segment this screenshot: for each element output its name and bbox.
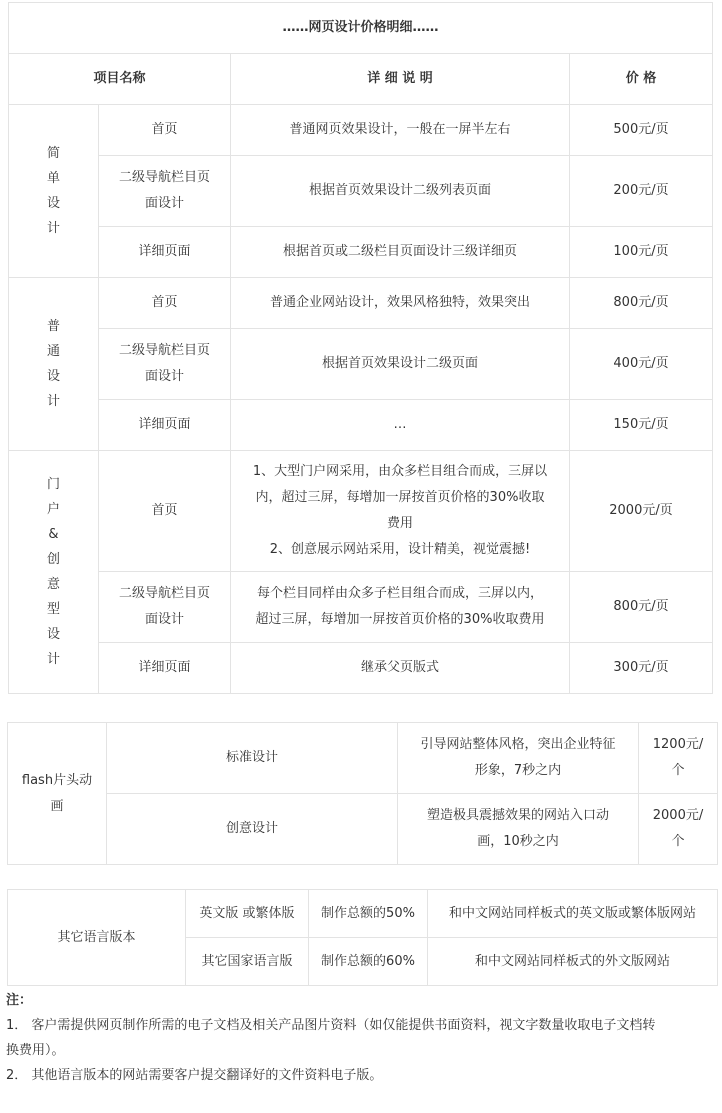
table-row [9,643,713,694]
note-item: 2． 其他语言版本的网站需要客户提交翻译好的文件资料电子版。 [6,1068,383,1083]
flash-detail: 引导网站整体风格，突出企业特征 形象，7秒之内 [398,723,639,794]
item-name: 详细页面 [99,227,231,278]
table-row [9,400,713,451]
item-detail: 根据首页效果设计二级页面 [231,329,570,400]
header-price: 价 格 [570,54,713,105]
item-detail: 每个栏目同样由众多子栏目组合而成，三屏以内， 超过三屏，每增加一屏按首页价格的30%收取费用 [231,572,570,643]
web-design-price-table [8,2,713,694]
flash-intro-price-table [7,722,718,865]
flash-type: 创意设计 [107,794,398,865]
item-detail: 普通网页效果设计，一般在一屏半左右 [231,105,570,156]
header-detail: 详 细 说 明 [231,54,570,105]
item-detail: 根据首页或二级栏目页面设计三级详细页 [231,227,570,278]
table-row [9,227,713,278]
table-row [8,890,718,938]
item-name: 详细页面 [99,643,231,694]
header-item-name: 项目名称 [9,54,231,105]
group-label-normal: 普 通 设 计 [9,278,99,451]
item-name: 二级导航栏目页 面设计 [99,329,231,400]
other-language-label: 其它语言版本 [8,890,186,986]
note-item: 1． 客户需提供网页制作所需的电子文档及相关产品图片资料（如仅能提供书面资料，视文字数量收取电子文档转 [6,1018,656,1033]
language-fee: 制作总额的50% [309,890,428,938]
item-name: 首页 [99,105,231,156]
table-row [9,156,713,227]
flash-label: flash片头动 画 [8,723,107,865]
language-version: 其它国家语言版 [186,938,309,986]
item-price: 200元/页 [570,156,713,227]
item-name: 首页 [99,278,231,329]
item-detail: 根据首页效果设计二级列表页面 [231,156,570,227]
item-price: 800元/页 [570,572,713,643]
notes-heading: 注： [6,993,33,1008]
table-row [9,329,713,400]
group-label-simple: 简 单 设 计 [9,105,99,278]
flash-type: 标准设计 [107,723,398,794]
item-price: 500元/页 [570,105,713,156]
table-row [9,105,713,156]
item-detail: 1、大型门户网采用，由众多栏目组合而成，三屏以 内，超过三屏，每增加一屏按首页价格的30%收取 费用 2、创意展示网站采用，设计精美，视觉震撼! [231,451,570,572]
flash-price: 2000元/ 个 [639,794,718,865]
item-price: 2000元/页 [570,451,713,572]
table-row [9,572,713,643]
item-name: 二级导航栏目页 面设计 [99,156,231,227]
item-name: 首页 [99,451,231,572]
item-price: 800元/页 [570,278,713,329]
item-name: 二级导航栏目页 面设计 [99,572,231,643]
other-language-price-table [7,889,718,986]
language-desc: 和中文网站同样板式的英文版或繁体版网站 [428,890,718,938]
language-version: 英文版 或繁体版 [186,890,309,938]
table-row [9,278,713,329]
language-desc: 和中文网站同样板式的外文版网站 [428,938,718,986]
item-detail: … [231,400,570,451]
language-fee: 制作总额的60% [309,938,428,986]
flash-detail: 塑造极具震撼效果的网站入口动 画，10秒之内 [398,794,639,865]
price-table-title: ……网页设计价格明细…… [9,3,713,54]
table-row [8,794,718,865]
notes-section [6,988,718,1088]
item-detail: 继承父页版式 [231,643,570,694]
table-row [8,723,718,794]
flash-price: 1200元/ 个 [639,723,718,794]
table-row [9,451,713,572]
item-price: 100元/页 [570,227,713,278]
item-price: 150元/页 [570,400,713,451]
group-label-portal-creative: 门 户 & 创 意 型 设 计 [9,451,99,694]
item-price: 400元/页 [570,329,713,400]
item-name: 详细页面 [99,400,231,451]
item-price: 300元/页 [570,643,713,694]
note-item: 换费用）。 [6,1043,65,1058]
item-detail: 普通企业网站设计，效果风格独特，效果突出 [231,278,570,329]
